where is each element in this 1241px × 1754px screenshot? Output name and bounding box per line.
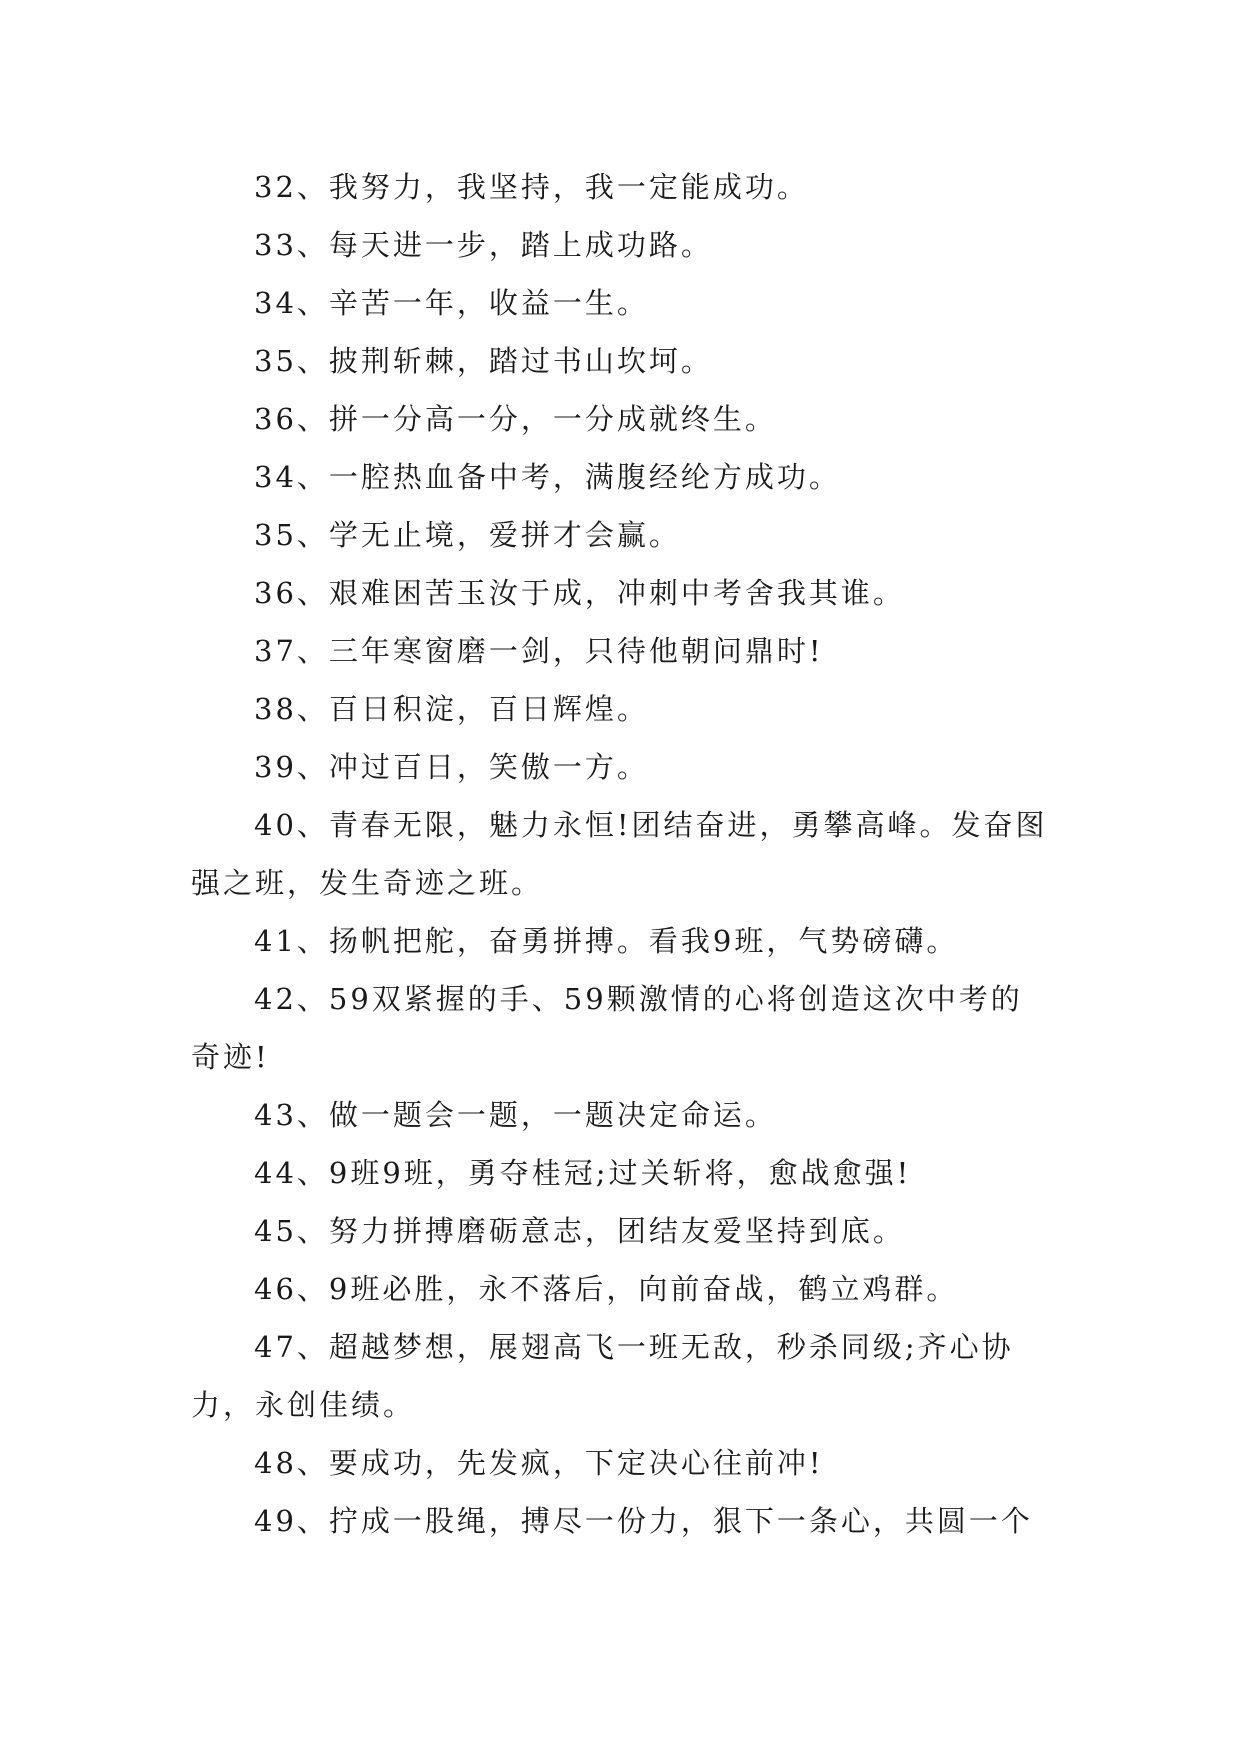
paragraph-47: 47、超越梦想，展翅高飞一班无敌，秒杀同级;齐心协力，永创佳绩。 [191, 1330, 1014, 1422]
paragraph-33: 33、每天进一步，踏上成功路。 [254, 228, 713, 262]
paragraph-38: 38、百日积淀，百日辉煌。 [254, 692, 649, 726]
paragraph-37: 37、三年寒窗磨一剑，只待他朝问鼎时! [254, 634, 824, 668]
paragraph-44: 44、9班9班，勇夺桂冠;过关斩将，愈战愈强! [254, 1156, 912, 1190]
paragraph-40: 40、青春无限，魅力永恒!团结奋进，勇攀高峰。发奋图强之班，发生奇迹之班。 [191, 808, 1048, 900]
paragraph-34b: 34、一腔热血备中考，满腹经纶方成功。 [254, 460, 841, 494]
paragraph-46: 46、9班必胜，永不落后，向前奋战，鹤立鸡群。 [254, 1272, 959, 1306]
paragraph-34: 34、辛苦一年，收益一生。 [254, 286, 649, 320]
paragraph-36: 36、拼一分高一分，一分成就终生。 [254, 402, 777, 436]
paragraph-43: 43、做一题会一题，一题决定命运。 [254, 1098, 777, 1132]
paragraph-42: 42、59双紧握的手、59颗激情的心将创造这次中考的奇迹! [191, 982, 1023, 1074]
paragraph-48: 48、要成功，先发疯，下定决心往前冲! [254, 1446, 824, 1480]
paragraph-45: 45、努力拼搏磨砺意志，团结友爱坚持到底。 [254, 1214, 905, 1248]
paragraph-41: 41、扬帆把舵，奋勇拼搏。看我9班，气势磅礴。 [254, 924, 959, 958]
paragraph-36b: 36、艰难困苦玉汝于成，冲刺中考舍我其谁。 [254, 576, 905, 610]
paragraph-49: 49、拧成一股绳，搏尽一份力，狠下一条心，共圆一个 [254, 1504, 1033, 1538]
paragraph-35: 35、披荆斩棘，踏过书山坎坷。 [254, 344, 713, 378]
paragraph-39: 39、冲过百日，笑傲一方。 [254, 750, 649, 784]
paragraph-32: 32、我努力，我坚持，我一定能成功。 [254, 170, 809, 204]
document-body [191, 158, 1053, 1550]
paragraph-35b: 35、学无止境，爱拼才会赢。 [254, 518, 681, 552]
